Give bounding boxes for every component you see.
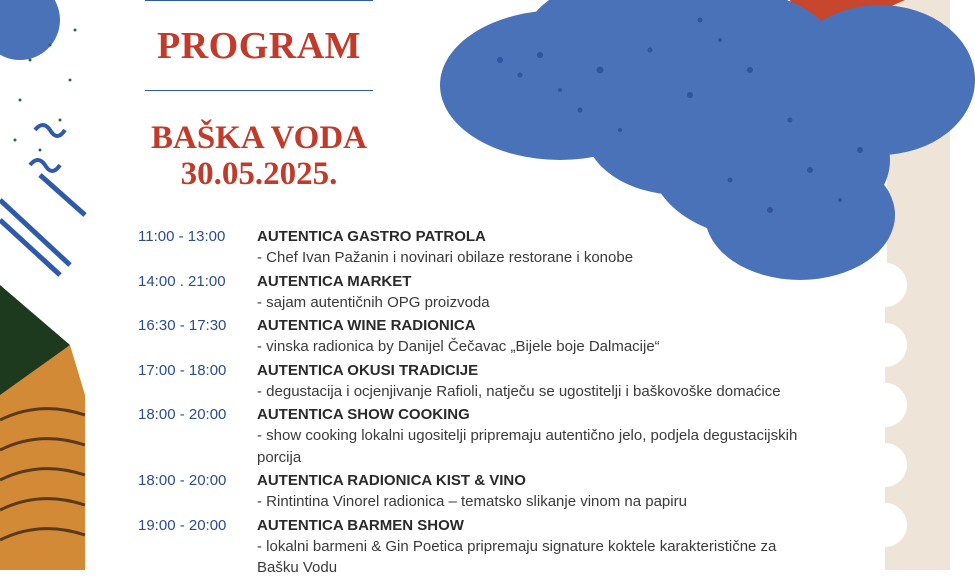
title-bottom-rule [145, 90, 373, 91]
schedule-event-description: - sajam autentičnih OPG proizvoda [257, 293, 490, 311]
schedule-event-name: AUTENTICA OKUSI TRADICIJE [257, 361, 479, 379]
schedule-item [138, 470, 818, 513]
schedule-item [138, 404, 818, 468]
schedule-event-description: - vinska radionica by Danijel Čečavac „Bijele boje Dalmacije“ [257, 338, 660, 355]
schedule-time: 19:00 - 20:00 [138, 516, 227, 534]
schedule-item [138, 515, 818, 579]
title-top-rule [145, 0, 373, 1]
left-edge-decoration [0, 0, 85, 570]
event-location: BAŠKA VODA [150, 120, 368, 156]
schedule-event-name: AUTENTICA BARMEN SHOW [257, 516, 464, 534]
schedule-item [138, 226, 818, 269]
schedule-event-description: - degustacija i ocjenjivanje Rafioli, natječu se ugostitelji i baškovoške domaćice [257, 382, 781, 400]
schedule-time: 11:00 - 13:00 [138, 228, 226, 245]
schedule-event-name: AUTENTICA SHOW COOKING [257, 406, 470, 423]
schedule-event-description: - show cooking lokalni ugositelji pripremaju autentično jelo, podjela degustacijskih porcija [257, 427, 798, 466]
schedule-event-description: - lokalni barmeni & Gin Poetica pripremaju signature koktele karakteristične za Bašku Vodu [257, 537, 777, 576]
schedule-item [138, 315, 818, 358]
schedule-event-name: AUTENTICA MARKET [257, 272, 412, 290]
schedule-event-name: AUTENTICA WINE RADIONICA [257, 317, 476, 334]
schedule-item [138, 271, 818, 314]
page-title: PROGRAM [156, 25, 362, 67]
schedule-item [138, 360, 818, 403]
schedule-time: 16:30 - 17:30 [138, 317, 227, 334]
schedule-event-name: AUTENTICA RADIONICA KIST & VINO [257, 472, 526, 489]
schedule-time: 18:00 - 20:00 [138, 406, 227, 423]
schedule-time: 18:00 - 20:00 [138, 472, 227, 489]
schedule-time: 14:00 . 21:00 [138, 272, 226, 290]
schedule-event-description: - Chef Ivan Pažanin i novinari obilaze restorane i konobe [257, 249, 634, 266]
schedule-list [138, 226, 818, 579]
schedule-event-description: - Rintintina Vinorel radionica – tematsko slikanje vinom na papiru [257, 493, 687, 510]
schedule-event-name: AUTENTICA GASTRO PATROLA [257, 228, 486, 245]
event-date: 30.05.2025. [180, 156, 338, 192]
schedule-time: 17:00 - 18:00 [138, 361, 227, 379]
